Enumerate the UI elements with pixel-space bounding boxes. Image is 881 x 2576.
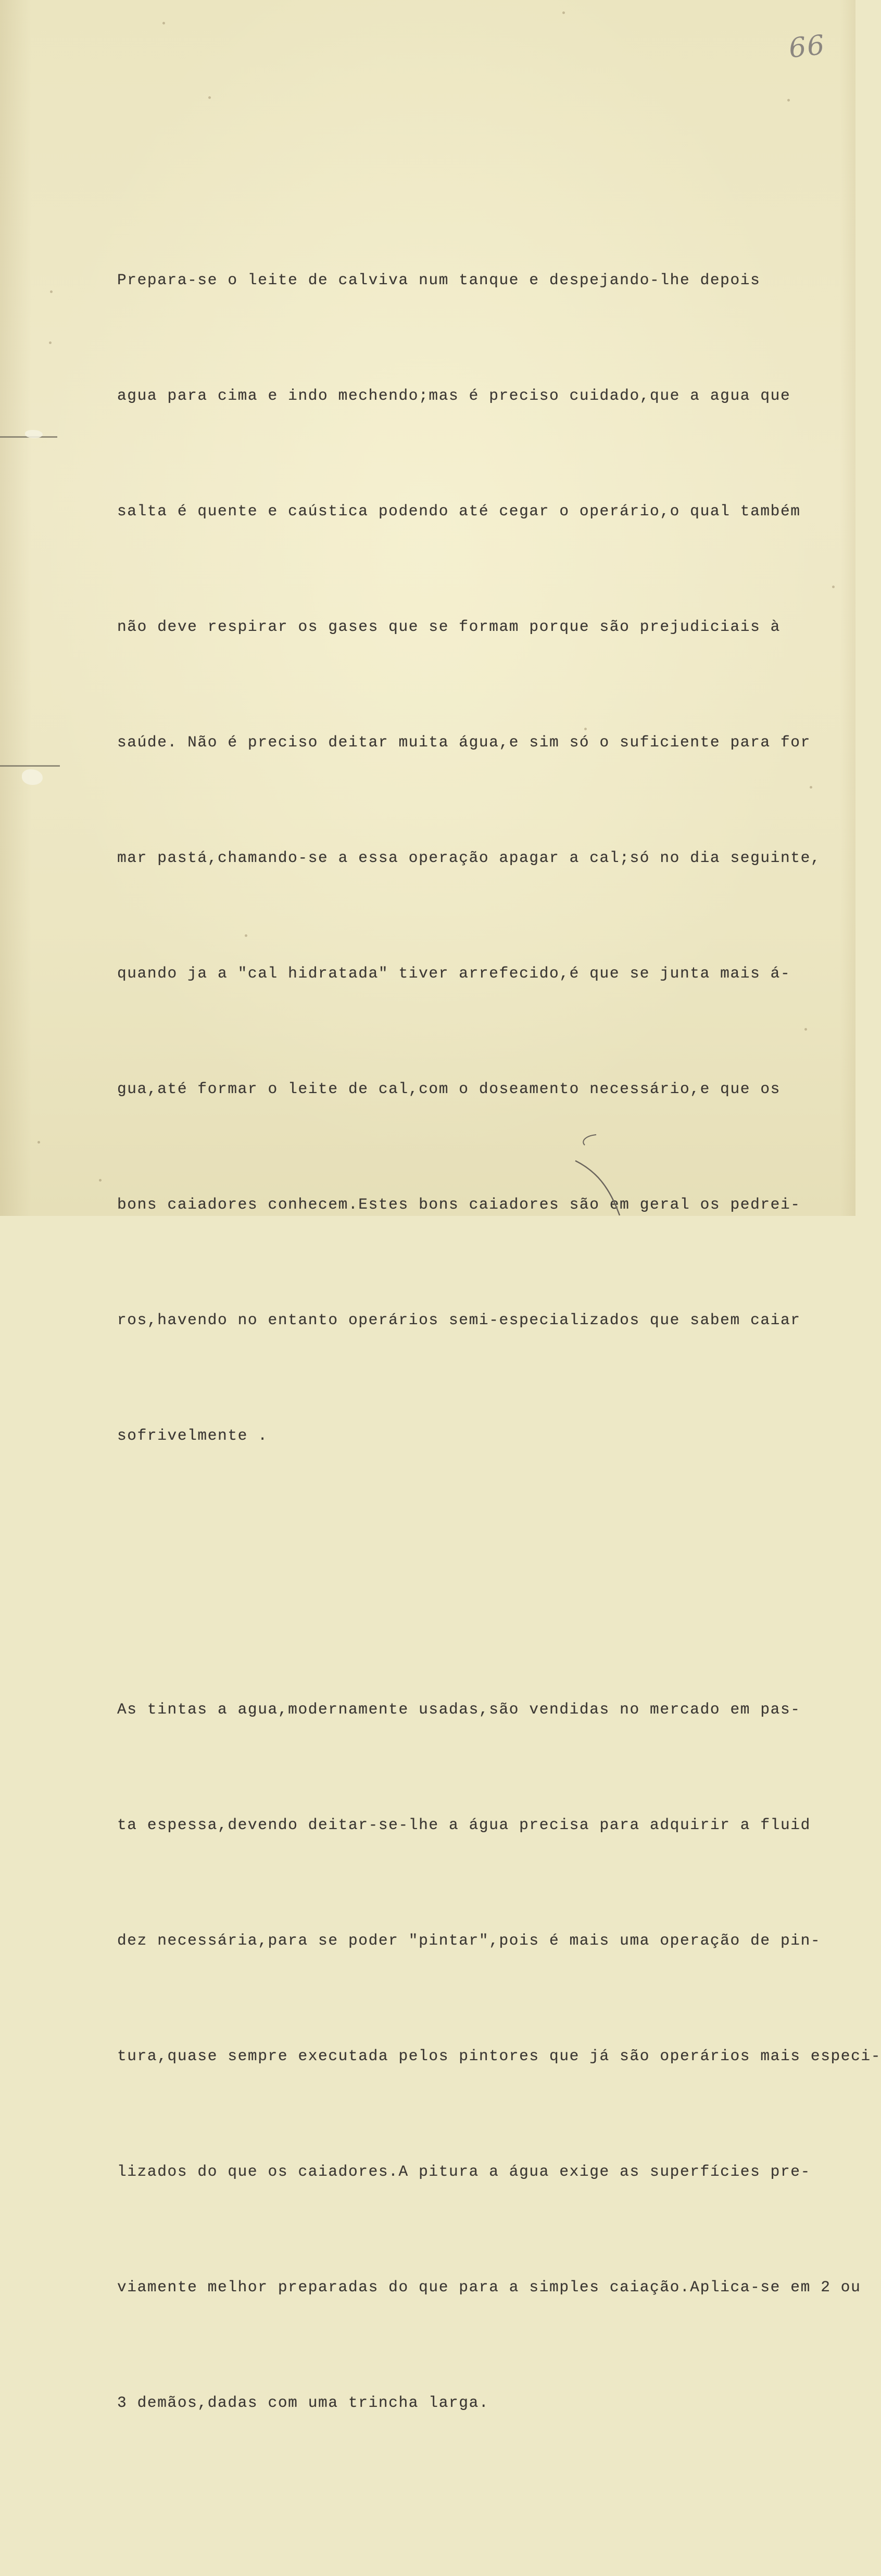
paper-speck — [614, 507, 617, 510]
paper-speck — [50, 290, 53, 293]
text-line: ta espessa,devendo deitar-se-lhe a água precisa para adquirir a fluid — [117, 1816, 811, 1834]
page-number: 66 — [787, 29, 827, 65]
text-line: ros,havendo no entanto operários semi-especializados que sabem caiar — [117, 1311, 801, 1329]
binding-mark — [0, 765, 60, 767]
text-line: não deve respirar os gases que se formam porque são prejudiciais à — [117, 618, 781, 636]
paper-speck — [562, 11, 565, 14]
text-line: saúde. Não é preciso deitar muita água,e sim só o suficiente para for — [117, 733, 811, 751]
paper-speck — [37, 1141, 40, 1144]
text-line: lizados do que os caiadores.A pitura a água exige as superfícies pre- — [117, 2163, 811, 2180]
paper-speck — [832, 586, 835, 588]
text-line: tura,quase sempre executada pelos pintores que já são operários mais especi- — [117, 2047, 881, 2065]
paper-tear — [22, 769, 43, 785]
paragraph-2 — [117, 1613, 881, 2499]
typed-body — [117, 107, 881, 2576]
text-line: sofrivelmente . — [117, 1427, 268, 1444]
text-line: gua,até formar o leite de cal,com o doseamento necessário,e que os — [117, 1080, 781, 1098]
fold-crease-mark — [565, 1130, 638, 1218]
paper-speck — [804, 1028, 807, 1031]
paper-speck — [245, 934, 247, 937]
text-line: agua para cima e indo mechendo;mas é preciso cuidado,que a agua que — [117, 387, 791, 404]
paper-speck — [208, 96, 211, 99]
text-line: salta é quente e caústica podendo até cegar o operário,o qual também — [117, 502, 801, 520]
text-line: quando ja a "cal hidratada" tiver arrefecido,é que se junta mais á- — [117, 965, 791, 982]
paper-tear — [25, 430, 43, 438]
text-line: Prepara-se o leite de calviva num tanque e despejando-lhe depois — [117, 271, 761, 289]
paper-speck — [810, 786, 812, 789]
text-line: viamente melhor preparadas do que para a simples caiação.Aplica-se em 2 ou — [117, 2278, 861, 2296]
paper-speck — [162, 22, 165, 24]
text-line: bons caiadores conhecem.Estes bons caiadores são em geral os pedrei- — [117, 1196, 801, 1213]
paper-speck — [49, 341, 52, 344]
text-line: 3 demãos,dadas com uma trincha larga. — [117, 2394, 489, 2412]
text-line: dez necessária,para se poder "pintar",pois é mais uma operação de pin- — [117, 1932, 821, 1949]
paper-speck — [99, 1179, 102, 1182]
paper-speck — [323, 859, 325, 861]
text-line: As tintas a agua,modernamente usadas,são vendidas no mercado em pas- — [117, 1701, 801, 1718]
text-line: mar pastá,chamando-se a essa operação apagar a cal;só no dia seguinte, — [117, 849, 821, 867]
paper-speck — [584, 728, 587, 730]
paper-speck — [787, 99, 790, 101]
paragraph-1 — [117, 184, 841, 1532]
